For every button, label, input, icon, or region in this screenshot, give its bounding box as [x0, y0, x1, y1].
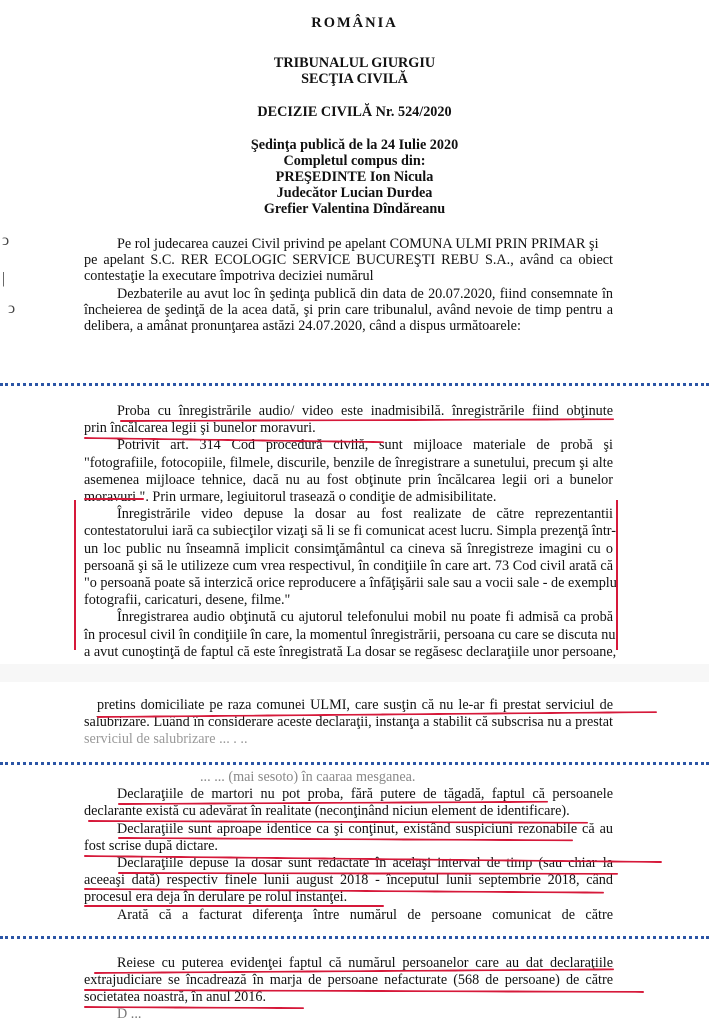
excerpt-line: Înregistrarea audio obţinută cu ajutorul telefonului mobil nu poate fi admisă ca probă [117, 609, 613, 626]
panel-judge: Judecător Lucian Durdea [276, 185, 433, 201]
excerpt-line: "fotografiile, fotocopiile, filmele, discurile, benzile de înregistrare a sunetului, precum şi alte [84, 454, 613, 471]
excerpt-line: contestatorului iară ca subiecţilor vizaţi să li se fi comunicat acest lucru. Simpla prezenţă într- [84, 523, 616, 540]
panel-intro: Completul compus din: [283, 153, 426, 169]
excerpt-line: pretins domiciliate pe raza comunei ULMI, care susţin că nu le-ar fi prestat serviciul de [97, 697, 613, 713]
excerpt-line: Arată că a facturat diferenţa între numărul de persoane comunicat de către [117, 906, 613, 923]
excerpt-line: prin încălcarea legii şi bunelor moravuri. [84, 420, 316, 437]
excerpt-line: un loc public nu înseamnă implicit consimţământul ca cineva să înregistreze imagini cu o [84, 540, 613, 557]
section-separator [0, 383, 709, 386]
excerpt-line: ... ... (mai sesoto) în caaraa mesganea. [200, 769, 416, 785]
intro-line: Dezbaterile au avut loc în şedinţa publică din data de 20.07.2020, fiind consemnate în [117, 286, 613, 302]
excerpt-line: Declaraţiile sunt aproape identice ca şi conţinut, existând suspiciuni rezonabile că au [117, 820, 613, 837]
red-underline [120, 418, 614, 422]
excerpt-line: în procesul civil în condiţiile în care, la momentul înregistrării, persoana cu care se discuta nu [84, 626, 616, 643]
page-cut [0, 664, 709, 682]
excerpt-line: Proba cu înregistrările audio/ video este inadmisibilă. înregistrările fiind obţinute [117, 403, 613, 419]
excerpt-line: Reiese cu puterea evidenţei faptul că numărul persoanelor care au dat declaraţiile [117, 955, 613, 971]
excerpt-line: aceeaşi dată) respectiv finele lunii august 2018 - începutul lunii septembrie 2018, când [84, 872, 613, 889]
excerpt-line: Declaraţiile de martori nu pot proba, fără putere de tăgadă, faptul că persoanele [117, 786, 613, 803]
intro-line: contestaţie la executare împotriva deciziei numărul [84, 268, 374, 284]
excerpt-line: salubrizare. Luând în considerare aceste declaraţii, instanţa a stabilit că subscrisa nu a prestat [84, 714, 613, 730]
excerpt-line: "o persoană poate să interzică orice reproducere a înfăţişării sale sau a vocii sale - de exemplu [84, 575, 617, 591]
excerpt-line: societatea noastră, în anul 2016. [84, 989, 267, 1005]
court-name: TRIBUNALUL GIURGIU [273, 55, 436, 71]
excerpt-line: serviciul de salubrizare ... . .. [84, 731, 248, 747]
excerpt-line: declarante există cu adevărat în realitate (neconţinând niciun element de identificare). [84, 803, 570, 820]
excerpt-line: extrajudiciare se încadrează în marja de persoane nefacturate (568 de persoane) de către [84, 972, 613, 988]
excerpt-line: fotografii, caricaturi, desene, filme." [84, 592, 291, 609]
excerpt-line: Potrivit art. 314 Cod procedură civilă, sunt mijloace materiale de probă şi [117, 437, 613, 454]
excerpt-line: procesul era deja în derulare pe rolul instanţei. [84, 889, 348, 906]
excerpt-line: D ... [117, 1006, 142, 1022]
red-margin-bracket [616, 500, 618, 650]
excerpt-line: Înregistrările video depuse la dosar au fost realizate de către reprezentantii [117, 506, 613, 523]
excerpt-line: a avut cunoştinţă de faptul că este înregistrată La dosar se regăsesc declaraţiile unor persoane, [84, 643, 617, 660]
excerpt-line: moravuri ". Prin urmare, legiuitorul trasează o condiţie de admisibilitate. [84, 489, 497, 505]
intro-line: delibera, a amânat pronunţarea astăzi 24.07.2020, când a dispus următoarele: [84, 318, 521, 334]
excerpt-line: Declaraţiile depuse la dosar sunt redactate în acelaşi interval de timp (sau chiar la [117, 855, 613, 871]
court-section: SECŢIA CIVILĂ [301, 71, 408, 87]
section-separator [0, 936, 709, 939]
intro-line: încheierea de şedinţă de la acea dată, şi prin care tribunalul, având nevoie de timp pentru a [84, 302, 613, 318]
intro-line: Pe rol judecarea cauzei Civil privind pe apelant COMUNA ULMI PRIN PRIMAR şi [117, 236, 599, 252]
excerpt-line: persoană şi să le utilizeze cum vrea respectivul, în condiţiile în care art. 73 Cod civil arată că [84, 557, 613, 574]
excerpt-line: fost scrise după dictare. [84, 837, 218, 854]
section-separator [0, 762, 709, 765]
intro-line: pe apelant S.C. RER ECOLOGIC SERVICE BUCUREŞTI REBU S.A., având ca obiect [84, 252, 613, 268]
margin-mark: ↄ [8, 300, 16, 317]
red-underline [84, 498, 144, 500]
country-heading: ROMÂNIA [311, 15, 398, 31]
margin-mark: ↄ [2, 232, 10, 249]
red-underline [84, 905, 384, 907]
session-date: Şedinţa publică de la 24 Iulie 2020 [250, 137, 459, 153]
panel-clerk: Grefier Valentina Dîndăreanu [263, 201, 446, 217]
red-margin-bracket [74, 500, 76, 650]
panel-president: PREŞEDINTE Ion Nicula [275, 169, 434, 185]
margin-mark: | [2, 270, 6, 287]
decision-number: DECIZIE CIVILĂ Nr. 524/2020 [257, 104, 452, 120]
excerpt-line: asemenea mijloace tehnice, dacă nu au fost obţinute prin încălcarea legii ori a bunelor [84, 471, 613, 488]
